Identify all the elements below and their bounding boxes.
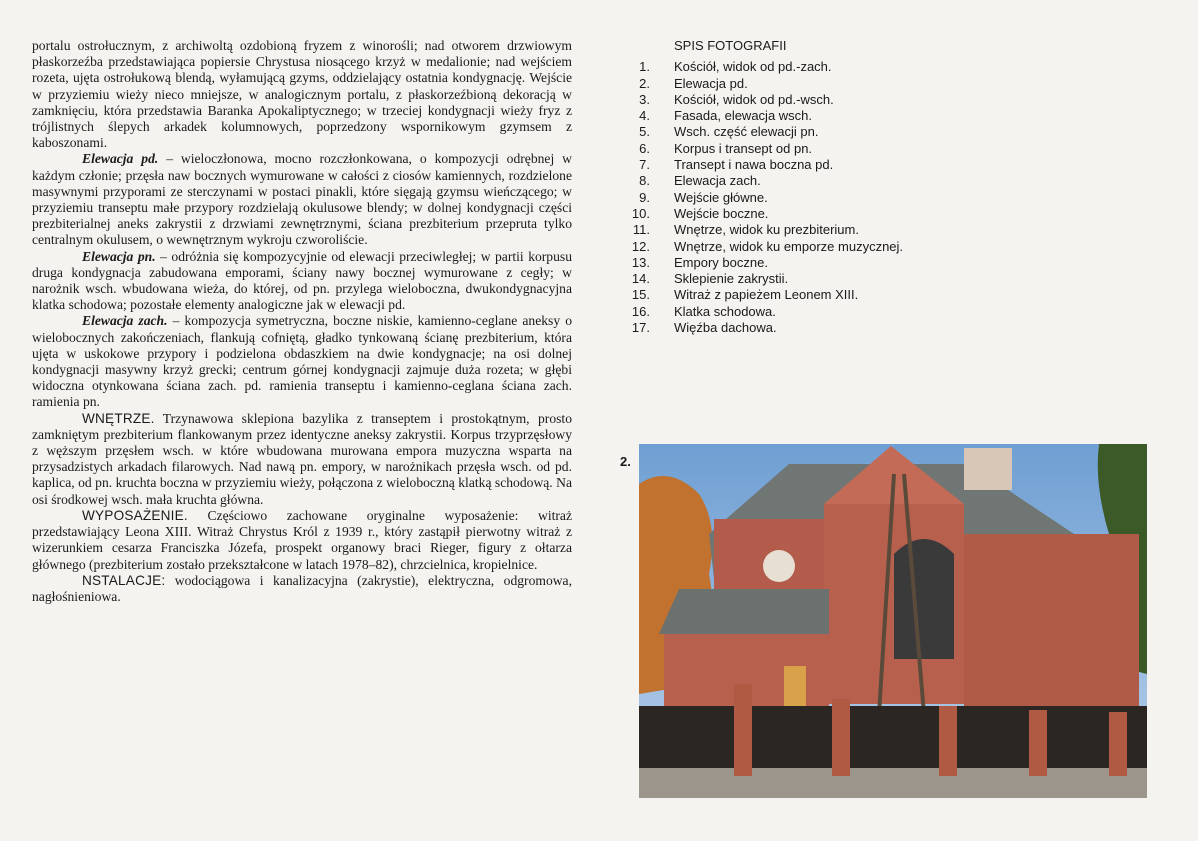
side-door xyxy=(784,666,806,706)
photo-list-item-text: Elewacja pd. xyxy=(674,75,748,91)
photo-list-item-number: 8. xyxy=(639,173,650,189)
photo-list-item-number: 13. xyxy=(631,254,650,270)
photo-list-item-number: 16. xyxy=(631,303,650,319)
text-interior: Trzynawowa sklepiona bazylika z transeptem i prostokątnym, prosto zamkniętym prezbiterium flankowanym przez identyczne aneksy zakrystii. Korpus trzyprzęsłowy z węższym przęsłem wsch. w które wbudowana murowana empora muzyczna wsparta na przysadzistych arkadach filarowych. Nad nawą pn. empory, w narożnikach przęsła wsch. od pd. kaplica, od pn. kruchta boczna w przyziemiu wieży, połączona z wieloboczną klatką schodową. Na osi środkowej wsch. mała kruchta główna. xyxy=(32,410,572,507)
photo-list-item xyxy=(630,239,1050,255)
photo-list-item-text: Kościół, widok od pd.-zach. xyxy=(674,59,832,75)
photo-list-item-number: 17. xyxy=(631,320,650,336)
photo-list-item xyxy=(630,76,1050,92)
photo-list-item-text: Wejście główne. xyxy=(674,189,768,205)
rose-window xyxy=(763,550,795,582)
photo-list-item-text: Więźba dachowa. xyxy=(674,320,777,336)
fence-pillar xyxy=(1029,710,1047,776)
church-photo xyxy=(639,444,1147,798)
fence-pillar xyxy=(734,684,752,776)
photo-list-item-text: Wnętrze, widok ku prezbiterium. xyxy=(674,222,859,238)
photo-list-item-number: 6. xyxy=(639,140,650,156)
tower xyxy=(964,448,1012,490)
photo-list-item-text: Fasada, elewacja wsch. xyxy=(674,108,813,124)
photo-list-item xyxy=(630,206,1050,222)
photo-list-item-text: Klatka schodowa. xyxy=(674,303,776,319)
heading-interior: WNĘTRZE. xyxy=(82,410,155,426)
photo-list-item-text: Wnętrze, widok ku emporze muzycznej. xyxy=(674,238,904,254)
church-photo-drawing xyxy=(639,444,1147,798)
photo-list-item-text: Elewacja zach. xyxy=(674,173,761,189)
photo-number: 2. xyxy=(620,454,631,469)
photo-list-title: SPIS FOTOGRAFII xyxy=(674,38,787,53)
photo-list-item xyxy=(630,320,1050,336)
paragraph-south-elevation xyxy=(32,151,572,248)
photo-list-item xyxy=(630,124,1050,140)
photo-list-item xyxy=(630,190,1050,206)
photo-list-item-number: 7. xyxy=(639,157,650,173)
photo-list-item xyxy=(630,92,1050,108)
heading-furnishings: WYPOSAŻENIE. xyxy=(82,507,188,523)
photo-list-items xyxy=(630,59,1050,336)
photo-list-item xyxy=(630,222,1050,238)
photo-list-item xyxy=(630,173,1050,189)
photo-list-item xyxy=(630,287,1050,303)
photo-list-item-number: 12. xyxy=(631,238,650,254)
photo-list xyxy=(630,38,1050,336)
lancet-window xyxy=(894,539,954,659)
text-north-elevation: – odróżnia się kompozycyjnie od elewacji przeciwległej; w partii korpusu druga kondygnacja zabudowana emporami, ściany nawy bocznej wymurowane z cegły; w narożnik wsch. wbudowana wieża, do której, od pn. przylega wieloboczna, dwukondygnacyjna klatka schodowa; pozostałe elementy analogiczne jak w elewacji pd. xyxy=(32,248,572,313)
photo-list-item xyxy=(630,59,1050,75)
text-installations: wodociągowa i kanalizacyjna (zakrystie), elektryczna, odgromowa, nagłośnieniowa. xyxy=(32,572,572,604)
photo-list-item-number: 3. xyxy=(639,91,650,107)
photo-list-item xyxy=(630,255,1050,271)
photo-list-item-number: 1. xyxy=(639,59,650,75)
heading-west-elevation: Elewacja zach. xyxy=(82,313,168,329)
photo-list-item-text: Sklepienie zakrystii. xyxy=(674,271,789,287)
photo-list-item-number: 11. xyxy=(632,222,650,238)
fence xyxy=(639,706,1147,768)
photo-list-item-number: 15. xyxy=(631,287,650,303)
paragraph-furnishings xyxy=(32,508,572,573)
text-furnishings: Częściowo zachowane oryginalne wyposażenie: witraż przedstawiający Leona XIII. Witraż Chrystus Król z 1939 r., który zastąpił pierwotny witraż z wizerunkiem cesarza Franciszka Józefa, prospekt organowy braci Rieger, figury z ołtarza głównego (prezbiterium zostało przekształcone w latach 1978–82), chrzcielnica, kropielnice. xyxy=(32,507,572,572)
paragraph-west-elevation xyxy=(32,313,572,410)
paragraph-north-elevation xyxy=(32,249,572,314)
photo-list-item xyxy=(630,108,1050,124)
heading-north-elevation: Elewacja pn. xyxy=(82,248,156,264)
photo-list-item-number: 2. xyxy=(639,75,650,91)
photo-list-item-text: Wejście boczne. xyxy=(674,205,769,221)
paragraph-portal: portalu ostrołucznym, z archiwoltą ozdobioną fryzem z winorośli; nad otworem drzwiowym płaskorzeźba przedstawiająca popiersie Chrystusa niosącego krzyż w medalionie; nad wejściem rozeta, ujęta ostrołukową blendą, wyłamującą gzyms, oddzielający ostatnia kondygnację. Wejście w przyziemiu wieży nieco mniejsze, w analogicznym portalu, z płaskorzeźbioną dekoracją w zamknięciu, która przedstawia Baranka Apokaliptycznego; w trzeciej kondygnacji wieży fryz z trójlistnych ślepych arkadek kolumnowych, poprzedzony wspornikowym gzymsem z kaboszonami. xyxy=(32,38,572,151)
text-west-elevation: – kompozycja symetryczna, boczne niskie, kamienno-ceglane aneksy o wielobocznych zakończeniach, flankują cofniętą, gładko tynkowaną ścianę prezbiterium, która ujęta w uskokowe przypory i podzielona obdaszkiem na dwie kondygnacje; na osi dolnej kondygnacji masywny krzyż grecki; centrum górnej kondygnacji zajmuje duża rozeta; w głębi widoczna otynkowana ściana zach. pd. ramienia transeptu i kamienno-ceglana ściana zach. ramienia pn. xyxy=(32,313,572,410)
photo-list-item-text: Wsch. część elewacji pn. xyxy=(674,124,819,140)
heading-installations: NSTALACJE: xyxy=(82,572,166,588)
photo-list-item xyxy=(630,304,1050,320)
fence-pillar xyxy=(1109,712,1127,776)
fence-pillar xyxy=(939,706,957,776)
heading-south-elevation: Elewacja pd. xyxy=(82,151,159,167)
fence-pillar xyxy=(832,699,850,776)
photo-list-item-text: Empory boczne. xyxy=(674,254,768,270)
photo-list-item-number: 14. xyxy=(631,271,650,287)
lower-roof xyxy=(659,589,829,634)
description-text xyxy=(32,38,572,605)
photo-list-item xyxy=(630,157,1050,173)
photo-list-item-number: 5. xyxy=(639,124,650,140)
photo-list-item-text: Korpus i transept od pn. xyxy=(674,140,813,156)
photo-list-item-number: 4. xyxy=(639,108,650,124)
photo-list-item-number: 9. xyxy=(639,189,650,205)
photo-list-item xyxy=(630,271,1050,287)
photo-list-item-text: Witraż z papieżem Leonem XIII. xyxy=(674,287,859,303)
photo-list-item-text: Kościół, widok od pd.-wsch. xyxy=(674,91,834,107)
photo-list-item-text: Transept i nawa boczna pd. xyxy=(674,157,834,173)
paragraph-interior xyxy=(32,411,572,508)
text-south-elevation: – wieloczłonowa, mocno rozczłonkowana, o kompozycji odrębnej w każdym członie; przęsła naw bocznych wymurowane w całości z ciosów kamiennych, rozdzielone masywnymi przyporami ze sterczynami w postaci pinakli, które sięgają gzymsu wieńczącego; w przyziemiu transeptu małe przypory rozdzielają okulusowe blendy; w dolnej kondygnacji części prezbiterialnej aneks zakrystii z drzwiami zewnętrznymi, ściana prezbiterium przepruta tylko centralnym okulusem, o wewnętrznym wykroju czworoliście. xyxy=(32,151,572,248)
photo-list-item-number: 10. xyxy=(631,205,650,221)
photo-list-item xyxy=(630,141,1050,157)
nave-wall xyxy=(964,534,1139,714)
paragraph-installations xyxy=(32,573,572,605)
